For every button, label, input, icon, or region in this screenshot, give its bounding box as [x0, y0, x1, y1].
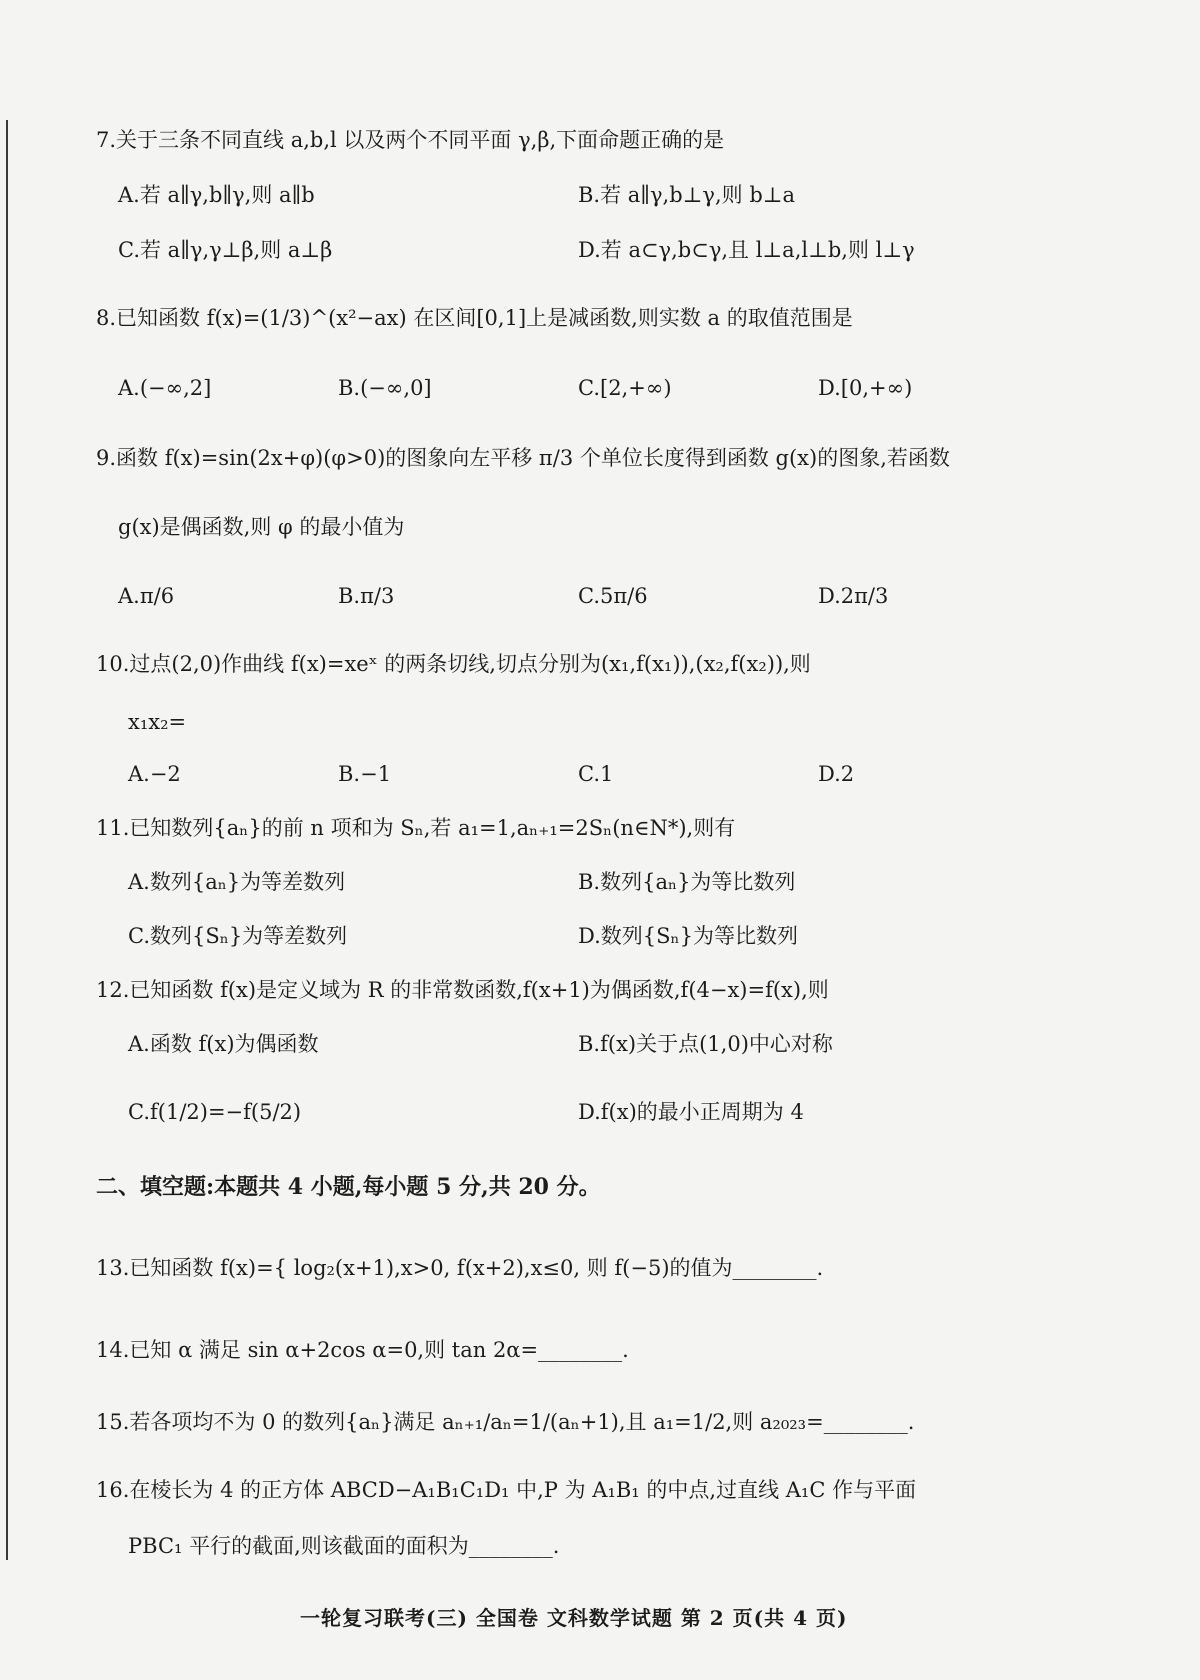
- question-12-option-b: B.f(x)关于点(1,0)中心对称: [578, 1032, 833, 1056]
- question-10-option-d: D.2: [818, 762, 855, 786]
- question-9-option-c: C.5π/6: [578, 584, 648, 608]
- question-9-option-d: D.2π/3: [818, 584, 889, 608]
- question-8-option-a: A.(−∞,2]: [118, 376, 212, 400]
- question-10-option-b: B.−1: [338, 762, 392, 786]
- question-11-option-a: A.数列{aₙ}为等差数列: [128, 870, 346, 894]
- question-11-stem: 11.已知数列{aₙ}的前 n 项和为 Sₙ,若 a₁=1,aₙ₊₁=2Sₙ(n∈N*),则有: [96, 816, 736, 840]
- question-10-stem-line-2: x₁x₂=: [128, 710, 187, 734]
- question-13: 13.已知函数 f(x)={ log₂(x+1),x>0, f(x+2),x≤0, 则 f(−5)的值为________.: [96, 1256, 824, 1280]
- page-footer: 一轮复习联考(三) 全国卷 文科数学试题 第 2 页(共 4 页): [300, 1606, 848, 1630]
- question-7-option-c: C.若 a∥γ,γ⊥β,则 a⊥β: [118, 238, 333, 262]
- question-11-option-d: D.数列{Sₙ}为等比数列: [578, 924, 798, 948]
- question-9-option-b: B.π/3: [338, 584, 395, 608]
- question-12-stem: 12.已知函数 f(x)是定义域为 R 的非常数函数,f(x+1)为偶函数,f(4−x)=f(x),则: [96, 978, 829, 1002]
- question-8-option-d: D.[0,+∞): [818, 376, 913, 400]
- section-2-title: 二、填空题:本题共 4 小题,每小题 5 分,共 20 分。: [96, 1174, 601, 1200]
- question-7-option-a: A.若 a∥γ,b∥γ,则 a∥b: [118, 183, 315, 207]
- question-11-option-b: B.数列{aₙ}为等比数列: [578, 870, 796, 894]
- question-8-option-b: B.(−∞,0]: [338, 376, 432, 400]
- question-16-line-1: 16.在棱长为 4 的正方体 ABCD−A₁B₁C₁D₁ 中,P 为 A₁B₁ 的中点,过直线 A₁C 作与平面: [96, 1478, 917, 1502]
- question-8-option-c: C.[2,+∞): [578, 376, 672, 400]
- question-12-option-c: C.f(1/2)=−f(5/2): [128, 1100, 302, 1124]
- question-16-line-2: PBC₁ 平行的截面,则该截面的面积为________.: [128, 1534, 560, 1558]
- question-10-option-c: C.1: [578, 762, 614, 786]
- question-11-option-c: C.数列{Sₙ}为等差数列: [128, 924, 348, 948]
- question-8-stem: 8.已知函数 f(x)=(1/3)^(x²−ax) 在区间[0,1]上是减函数,则实数 a 的取值范围是: [96, 306, 853, 330]
- question-10-stem-line-1: 10.过点(2,0)作曲线 f(x)=xeˣ 的两条切线,切点分别为(x₁,f(x₁)),(x₂,f(x₂)),则: [96, 652, 811, 676]
- question-9-stem-line-2: g(x)是偶函数,则 φ 的最小值为: [118, 515, 405, 539]
- question-10-option-a: A.−2: [128, 762, 181, 786]
- question-7-stem: 7.关于三条不同直线 a,b,l 以及两个不同平面 γ,β,下面命题正确的是: [96, 128, 725, 152]
- question-12-option-d: D.f(x)的最小正周期为 4: [578, 1100, 804, 1124]
- question-15: 15.若各项均不为 0 的数列{aₙ}满足 aₙ₊₁/aₙ=1/(aₙ+1),且 a₁=1/2,则 a₂₀₂₃=________.: [96, 1410, 915, 1434]
- page-left-border: [6, 120, 8, 1560]
- question-14: 14.已知 α 满足 sin α+2cos α=0,则 tan 2α=________.: [96, 1338, 629, 1362]
- question-9-option-a: A.π/6: [118, 584, 175, 608]
- question-7-option-b: B.若 a∥γ,b⊥γ,则 b⊥a: [578, 183, 796, 207]
- question-7-option-d: D.若 a⊂γ,b⊂γ,且 l⊥a,l⊥b,则 l⊥γ: [578, 238, 915, 262]
- question-9-stem-line-1: 9.函数 f(x)=sin(2x+φ)(φ>0)的图象向左平移 π/3 个单位长度得到函数 g(x)的图象,若函数: [96, 446, 950, 470]
- question-12-option-a: A.函数 f(x)为偶函数: [128, 1032, 319, 1056]
